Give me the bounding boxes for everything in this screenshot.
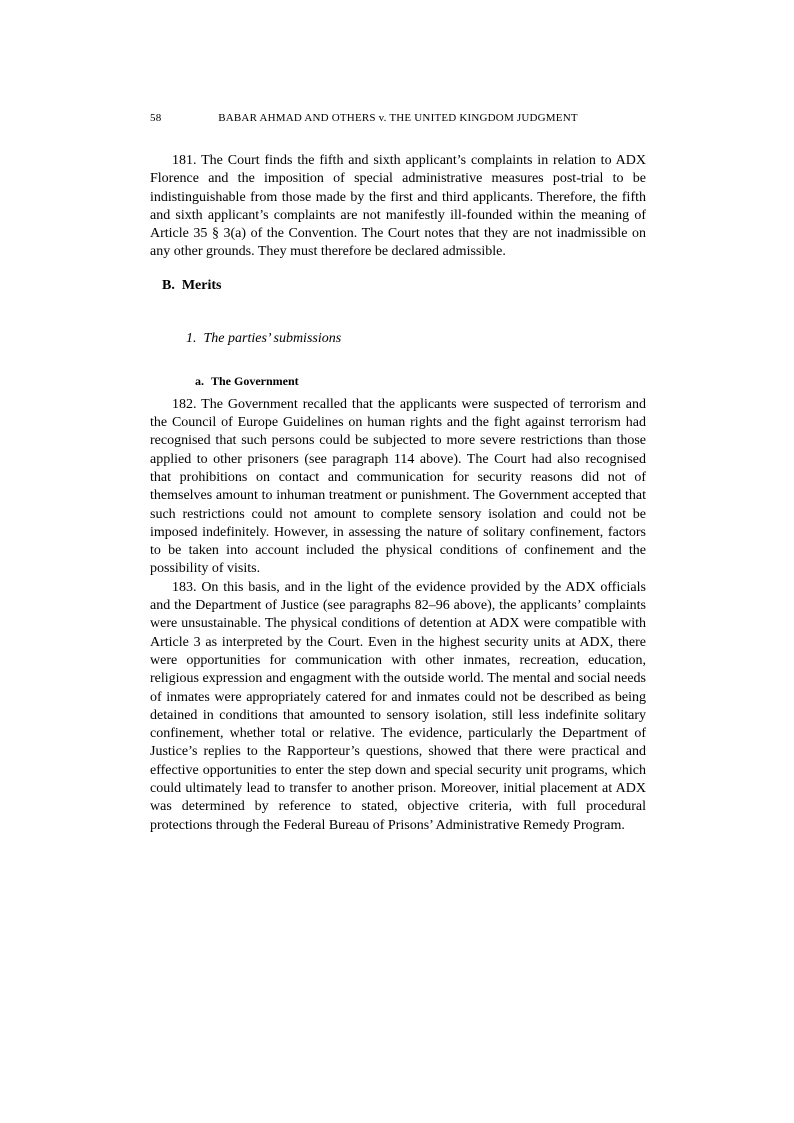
section-heading-marker: B.	[162, 277, 175, 293]
subsubsection-heading-label: The Government	[211, 373, 299, 388]
paragraph-182: 182. The Government recalled that the applicants were suspected of terrorism and the Council of Europe Guidelines on human rights and the fight against terrorism had recognised that such persons could be subjected to more severe restrictions than those applied to other prisoners (see paragraph 114 above). The Court had also recognised that prohibitions on contact and communication for security reasons did not of themselves amount to inhuman treatment or punishment. The Government accepted that such restrictions could not amount to complete sensory isolation and could not be imposed indefinitely. However, in assessing the nature of solitary confinement, factors to be taken into account included the physical conditions of confinement and the possibility of visits.	[150, 396, 646, 577]
subsection-heading-label: The parties’ submissions	[203, 330, 342, 346]
running-header-title: BABAR AHMAD AND OTHERS v. THE UNITED KINGDOM JUDGMENT	[218, 112, 578, 124]
section-heading-merits	[162, 277, 646, 295]
document-content	[150, 111, 646, 835]
subsection-heading-parties-submissions	[186, 330, 646, 348]
page-number: 58	[150, 112, 162, 124]
subsection-heading-marker: 1.	[186, 330, 197, 346]
page-header	[150, 111, 646, 125]
subsubsection-heading-marker: a.	[195, 373, 204, 388]
subsubsection-heading-government	[195, 374, 646, 389]
paragraph-181: 181. The Court finds the fifth and sixth applicant’s complaints in relation to ADX Florence and the imposition of special administrative measures post-trial to be indistinguishable from those made by the first and third applicants. Therefore, the fifth and sixth applicant’s complaints are not manifestly ill-founded within the meaning of Article 35 § 3(a) of the Convention. The Court notes that they are not inadmissible on any other grounds. They must therefore be declared admissible.	[150, 153, 646, 260]
paragraph-183: 183. On this basis, and in the light of the evidence provided by the ADX officials and the Department of Justice (see paragraphs 82–96 above), the applicants’ complaints were unsustainable. The physical conditions of detention at ADX were compatible with Article 3 as interpreted by the Court. Even in the highest security units at ADX, there were opportunities for communication with other inmates, recreation, education, religious expression and engagment with the outside world. The mental and social needs of inmates were appropriately catered for and inmates could not be described as being detained in conditions that amounted to sensory isolation, still less indefinite solitary confinement, whether total or relative. The evidence, particularly the Department of Justice’s replies to the Rapporteur’s questions, showed that there were practical and effective opportunities to enter the step down and special security unit programs, which could ultimately lead to transfer to another prison. Moreover, initial placement at ADX was determined by reference to stated, objective criteria, with full procedural protections through the Federal Bureau of Prisons’ Administrative Remedy Program.	[150, 579, 646, 833]
section-heading-label: Merits	[181, 277, 222, 293]
